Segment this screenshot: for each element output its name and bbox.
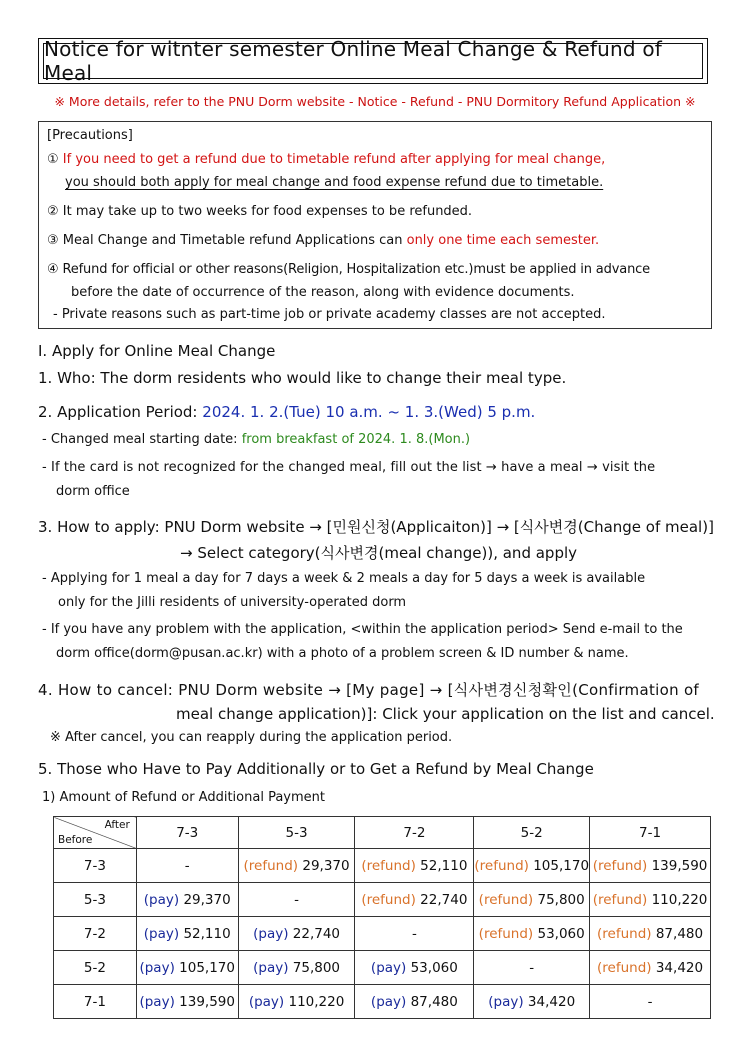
table-cell (590, 917, 711, 951)
pay-tag: (pay) (370, 993, 407, 1010)
precaution-item-1-text: If you need to get a refund due to timetable refund after applying for meal change, (62, 152, 606, 167)
refund-tag: (refund) (361, 857, 416, 874)
amount-heading: 1) Amount of Refund or Additional Payment (42, 790, 325, 805)
period-line (38, 403, 535, 421)
corner-after-label: After (104, 819, 130, 831)
table-cell (355, 849, 474, 883)
amount-value: - (294, 891, 299, 908)
row-header: 7-2 (54, 917, 137, 951)
apply-note-1-cont: only for the Jilli residents of university-operated dorm (58, 595, 407, 610)
amount-value: 29,370 (183, 891, 231, 908)
table-cell (136, 985, 238, 1019)
column-header: 5-3 (238, 817, 355, 849)
pay-tag: (pay) (253, 959, 289, 976)
precaution-item-4-cont: before the date of occurrence of the reason, along with evidence documents. (71, 285, 575, 300)
who-line: 1. Who: The dorm residents who would like to change their meal type. (38, 369, 567, 387)
amount-value: 34,420 (527, 993, 576, 1010)
table-cell (474, 917, 590, 951)
item-number: ① (47, 152, 59, 167)
table-cell (355, 917, 474, 951)
amount-value: 29,370 (302, 857, 350, 874)
amount-value: 110,220 (288, 993, 345, 1010)
pay-tag: (pay) (143, 925, 180, 942)
amount-value: 105,170 (179, 959, 235, 976)
refund-tag: (refund) (478, 925, 534, 942)
refund-tag: (refund) (592, 891, 648, 908)
amount-value: 139,590 (179, 993, 235, 1010)
table-cell (474, 951, 590, 985)
amount-value: - (411, 925, 417, 942)
amount-value: 105,170 (533, 857, 590, 874)
pay-tag: (pay) (139, 959, 175, 976)
amount-value: 87,480 (655, 925, 704, 942)
apply-note-2-cont: dorm office(dorm@pusan.ac.kr) with a photo of a problem screen & ID number & name. (56, 646, 629, 661)
precaution-item-5: - Private reasons such as part-time job or private academy classes are not accepted. (53, 307, 606, 322)
table-header-row (54, 817, 711, 849)
table-cell (590, 849, 711, 883)
table-row (54, 951, 711, 985)
table-cell (355, 985, 474, 1019)
amount-value: 139,590 (651, 857, 708, 874)
amount-value: 75,800 (537, 891, 585, 908)
pay-tag: (pay) (139, 993, 175, 1010)
column-header: 7-2 (355, 817, 474, 849)
table-cell (238, 883, 355, 917)
payment-heading: 5. Those who Have to Pay Additionally or to Get a Refund by Meal Change (38, 760, 594, 778)
precaution-item-3 (47, 233, 599, 248)
reference-note: ※ More details, refer to the PNU Dorm website - Notice - Refund - PNU Dormitory Refund Application ※ (54, 94, 696, 109)
refund-tag: (refund) (243, 857, 299, 874)
amount-value: 87,480 (410, 993, 458, 1010)
amount-value: 75,800 (292, 959, 341, 976)
corner-before-label: Before (58, 834, 93, 846)
table-row (54, 985, 711, 1019)
pay-tag: (pay) (488, 993, 524, 1010)
precautions-heading: [Precautions] (47, 128, 133, 143)
table-row (54, 849, 711, 883)
amount-value: 22,740 (420, 891, 468, 908)
amount-value: 52,110 (420, 857, 468, 874)
refund-tag: (refund) (361, 891, 416, 908)
precaution-item-3-emphasis: only one time each semester. (406, 233, 600, 248)
refund-table (53, 816, 711, 1019)
table-cell (136, 917, 238, 951)
row-header: 7-1 (54, 985, 137, 1019)
row-header: 7-3 (54, 849, 137, 883)
amount-value: 22,740 (292, 925, 341, 942)
amount-value: - (647, 993, 653, 1010)
table-cell (474, 883, 590, 917)
precaution-item-3-text: ③ Meal Change and Timetable refund Applications can (47, 233, 403, 248)
column-header: 5-2 (474, 817, 590, 849)
table-cell (238, 917, 355, 951)
precautions-box (38, 121, 712, 329)
amount-value: - (184, 857, 190, 874)
column-header: 7-3 (136, 817, 238, 849)
apply-note-1: - Applying for 1 meal a day for 7 days a week & 2 meals a day for 5 days a week is available (42, 571, 646, 586)
amount-value: 53,060 (410, 959, 458, 976)
refund-tag: (refund) (478, 891, 534, 908)
section-heading: Ⅰ. Apply for Online Meal Change (38, 342, 276, 360)
pay-tag: (pay) (253, 925, 289, 942)
title-frame (38, 38, 708, 84)
precaution-item-1-underline: you should both apply for meal change and food expense refund due to timetable. (65, 175, 604, 190)
period-label: 2. Application Period: (38, 403, 198, 421)
refund-tag: (refund) (597, 925, 652, 942)
table-cell (590, 951, 711, 985)
start-date-line (42, 432, 470, 447)
row-header: 5-3 (54, 883, 137, 917)
apply-note-2: - If you have any problem with the application, <within the application period> Send e-mail to the (42, 622, 683, 637)
pay-tag: (pay) (248, 993, 285, 1010)
page-title: Notice for witnter semester Online Meal Change & Refund of Meal (43, 43, 703, 79)
card-note: - If the card is not recognized for the changed meal, fill out the list → have a meal → visit the (42, 460, 656, 475)
precaution-item-4: ④ Refund for official or other reasons(Religion, Hospitalization etc.)must be applied in advance (47, 262, 651, 277)
pay-tag: (pay) (143, 891, 180, 908)
table-row (54, 917, 711, 951)
table-cell (238, 849, 355, 883)
card-note-cont: dorm office (56, 484, 130, 499)
pay-tag: (pay) (370, 959, 407, 976)
how-to-apply-cont: → Select category(식사변경(meal change)), and apply (180, 544, 578, 562)
precaution-item-2: ② It may take up to two weeks for food expenses to be refunded. (47, 204, 473, 219)
amount-value: 53,060 (537, 925, 585, 942)
table-cell (238, 985, 355, 1019)
start-date-label: - Changed meal starting date: (42, 432, 238, 447)
period-value: 2024. 1. 2.(Tue) 10 a.m. ~ 1. 3.(Wed) 5 p.m. (202, 403, 536, 421)
how-to-apply: 3. How to apply: PNU Dorm website → [민원신청(Applicaiton)] → [식사변경(Change of meal)] (38, 518, 714, 536)
refund-tag: (refund) (592, 857, 648, 874)
table-cell (136, 883, 238, 917)
table-cell (474, 985, 590, 1019)
start-date-value: from breakfast of 2024. 1. 8.(Mon.) (241, 432, 471, 447)
amount-value: 34,420 (655, 959, 704, 976)
column-header: 7-1 (590, 817, 711, 849)
amount-value: - (529, 959, 535, 976)
table-cell (590, 985, 711, 1019)
table-cell (355, 951, 474, 985)
refund-tag: (refund) (597, 959, 652, 976)
cancel-note: ※ After cancel, you can reapply during the application period. (50, 730, 453, 745)
table-cell (474, 849, 590, 883)
table-cell (238, 951, 355, 985)
amount-value: 110,220 (651, 891, 708, 908)
how-to-cancel: 4. How to cancel: PNU Dorm website → [My page] → [식사변경신청확인(Confirmation of (38, 681, 700, 699)
table-cell (136, 849, 238, 883)
precaution-item-1 (47, 152, 605, 167)
table-cell (590, 883, 711, 917)
table-cell (136, 951, 238, 985)
table-cell (355, 883, 474, 917)
refund-tag: (refund) (474, 857, 529, 874)
amount-value: 52,110 (183, 925, 231, 942)
how-to-cancel-cont: meal change application)]: Click your application on the list and cancel. (176, 705, 715, 723)
row-header: 5-2 (54, 951, 137, 985)
table-corner-cell (54, 817, 137, 849)
table-row (54, 883, 711, 917)
